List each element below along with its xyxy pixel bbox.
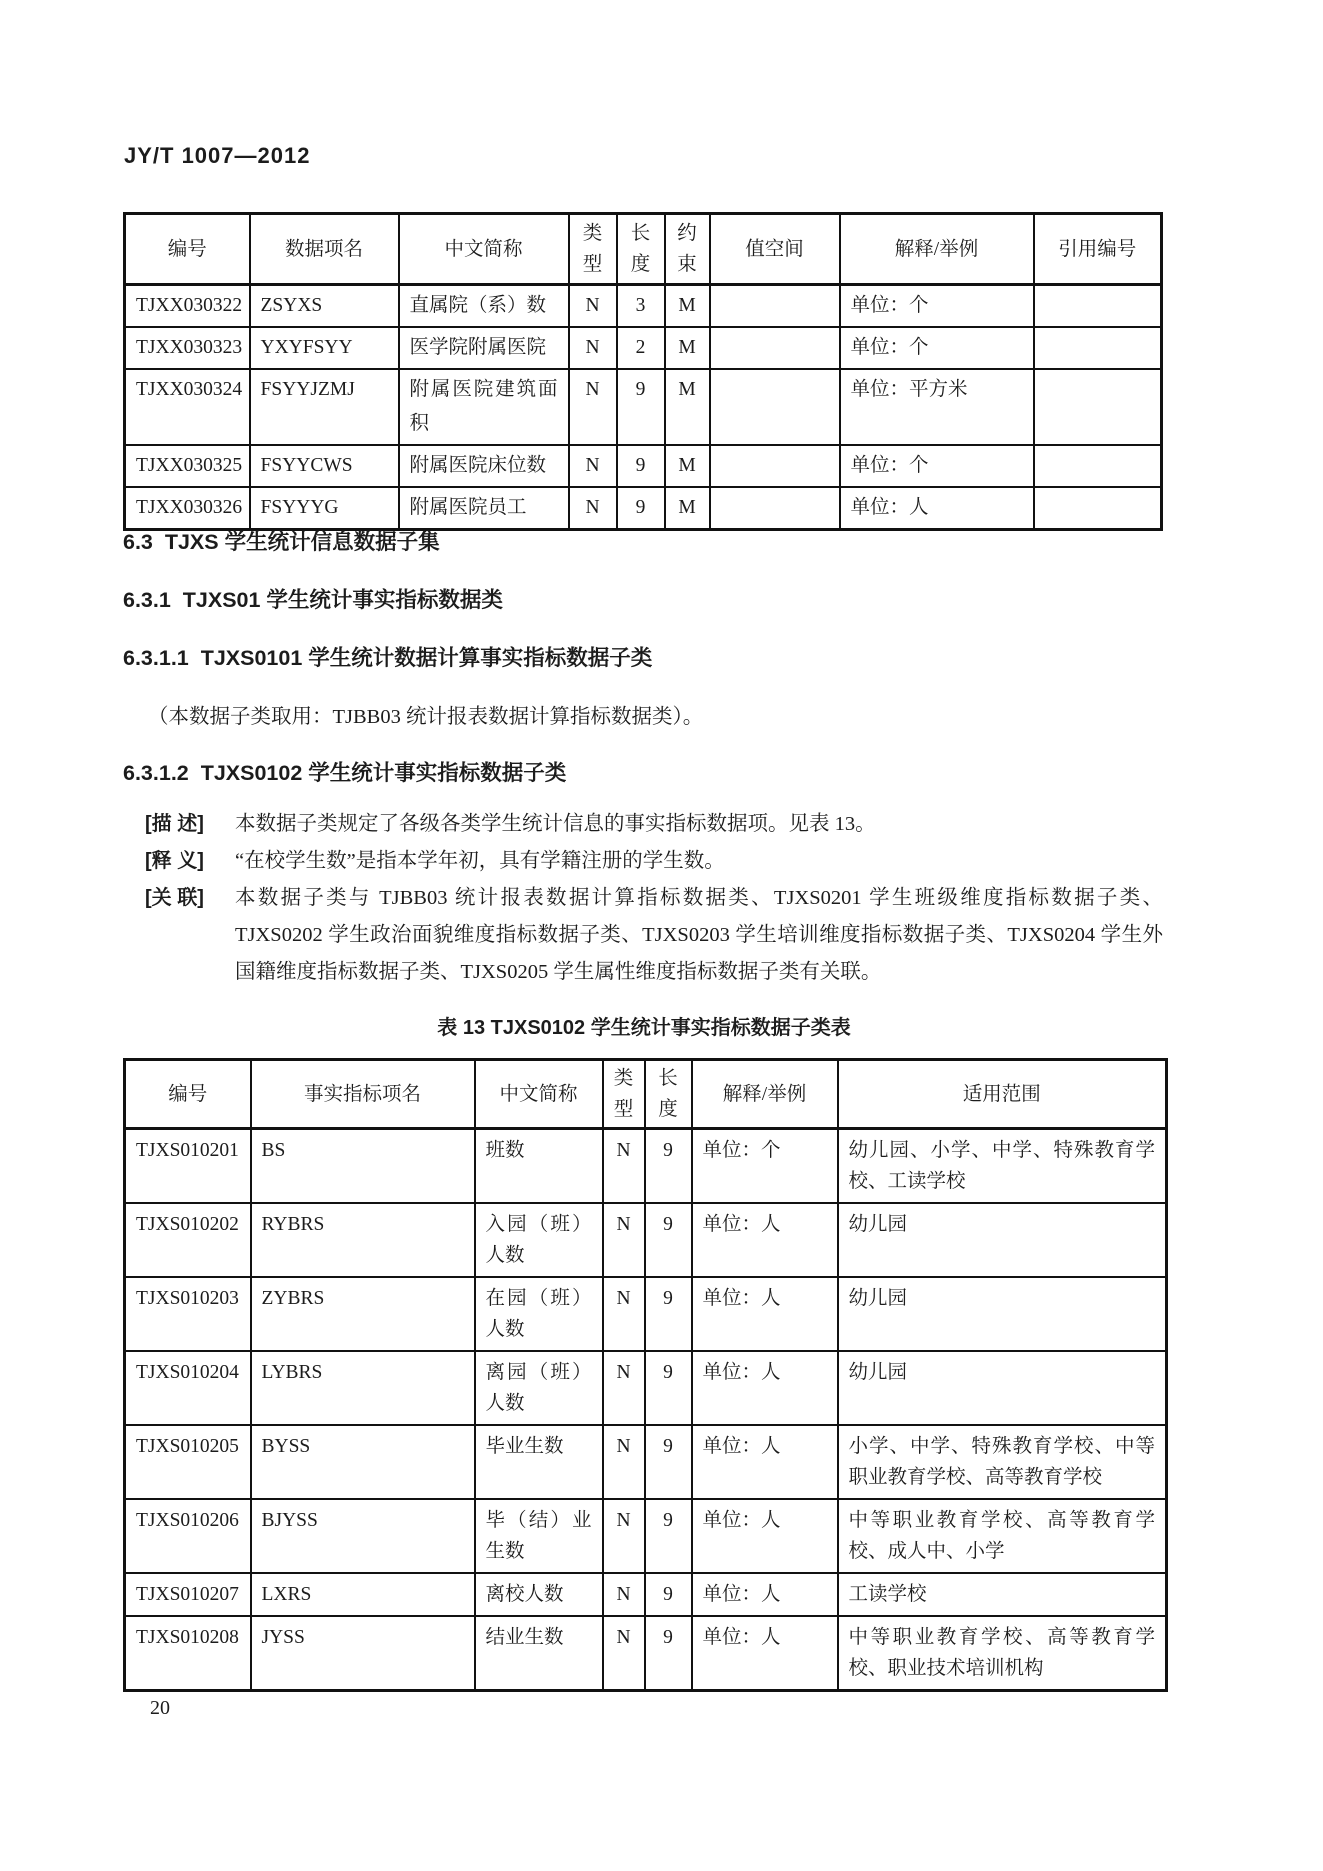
table-cell: LYBRS [251,1351,475,1425]
table-cell [1034,487,1162,530]
table-cell: N [603,1425,645,1499]
col-header-type: 类型 [603,1060,645,1129]
table-cell: LXRS [251,1573,475,1616]
col-header-length: 长度 [617,214,665,285]
col-header-id: 编号 [125,1060,251,1129]
table-cell: 幼儿园 [838,1203,1167,1277]
table-cell: 9 [645,1129,692,1204]
item-label: [描 述] [145,813,204,835]
table-cell: 毕业生数 [475,1425,603,1499]
table-cell: 3 [617,285,665,328]
table-cell: 医学院附属医院 [399,327,569,369]
item-text: 本数据子类规定了各级各类学生统计信息的事实指标数据项。见表 13。 [235,813,876,835]
table-cell: 附属医院床位数 [399,445,569,487]
table-row [125,1203,1167,1277]
table-cell: 结业生数 [475,1616,603,1691]
table-cell: YXYFSYY [250,327,399,369]
doc-code: JY/T 1007—2012 [124,143,311,168]
page-number: 20 [150,1697,170,1719]
table-cell [1034,369,1162,445]
table13-caption: 表 13 TJXS0102 学生统计事实指标数据子类表 [437,1017,851,1039]
table-cell: BS [251,1129,475,1204]
table-cell [710,487,840,530]
table-cell [710,369,840,445]
table-cell: 入园（班）人数 [475,1203,603,1277]
table-cell: 单位：人 [692,1351,838,1425]
table-cell: 幼儿园 [838,1277,1167,1351]
table-cell: TJXX030324 [125,369,250,445]
table-header-row [125,1060,1167,1129]
meaning-item [145,843,1163,880]
col-header-cn-name: 中文简称 [399,214,569,285]
table-row [125,327,1162,369]
paragraph-6-3-1-1: （本数据子类取用：TJBB03 统计报表数据计算指标数据类）。 [148,706,704,728]
table-cell: RYBRS [251,1203,475,1277]
col-header-cn-name: 中文简称 [475,1060,603,1129]
table-cell: 单位：人 [692,1203,838,1277]
table-cell [1034,285,1162,328]
table-cell: N [603,1351,645,1425]
table-cell: ZSYXS [250,285,399,328]
table-cell: TJXS010205 [125,1425,251,1499]
table-cell: 单位：个 [840,285,1034,328]
table-row [125,1129,1167,1204]
table-cell: TJXX030325 [125,445,250,487]
table-cell: 单位：人 [692,1425,838,1499]
col-header-type: 类型 [569,214,617,285]
item-label: [释 义] [145,850,204,872]
table-cell: 9 [645,1351,692,1425]
table-cell: TJXS010203 [125,1277,251,1351]
table-cell: N [569,285,617,328]
table-cell: 附属医院员工 [399,487,569,530]
table-cell: 小学、中学、特殊教育学校、中等职业教育学校、高等教育学校 [838,1425,1167,1499]
table-row [125,445,1162,487]
table-cell: 9 [645,1425,692,1499]
table-cell: 9 [645,1203,692,1277]
table-cell [1034,327,1162,369]
table-cell: N [569,445,617,487]
table-cell: 单位：人 [692,1616,838,1691]
table-cell: TJXX030322 [125,285,250,328]
table-cell: 单位：人 [692,1573,838,1616]
heading-6-3: 6.3 TJXS 学生统计信息数据子集 [123,530,440,554]
table-row [125,487,1162,530]
table-cell: TJXS010207 [125,1573,251,1616]
table-cell: 9 [645,1499,692,1573]
table-cell: 中等职业教育学校、高等教育学校、职业技术培训机构 [838,1616,1167,1691]
table-cell: 幼儿园、小学、中学、特殊教育学校、工读学校 [838,1129,1167,1204]
table-cell: 2 [617,327,665,369]
table-cell: FSYYJZMJ [250,369,399,445]
item-label: [关 联] [145,887,204,909]
bracket-item-list [145,806,1163,991]
col-header-explain: 解释/举例 [692,1060,838,1129]
table-cell: M [665,369,710,445]
col-header-value-space: 值空间 [710,214,840,285]
table-cell: TJXS010204 [125,1351,251,1425]
table-cell: 工读学校 [838,1573,1167,1616]
table-cell: N [603,1573,645,1616]
table-row [125,285,1162,328]
table-cell: 9 [645,1277,692,1351]
table-row [125,1499,1167,1573]
table-cell: N [603,1499,645,1573]
table-cell: 9 [645,1616,692,1691]
table-row [125,1573,1167,1616]
table-cell: 幼儿园 [838,1351,1167,1425]
col-header-id: 编号 [125,214,250,285]
table-cell: N [569,327,617,369]
heading-6-3-1-2: 6.3.1.2 TJXS0102 学生统计事实指标数据子类 [123,761,567,785]
table-cell: 离园（班）人数 [475,1351,603,1425]
data-item-table [123,212,1160,531]
table-cell: 单位：个 [692,1129,838,1204]
table-cell: 单位：平方米 [840,369,1034,445]
table-cell [710,445,840,487]
table-cell: M [665,487,710,530]
table-cell: JYSS [251,1616,475,1691]
table-cell: 9 [617,369,665,445]
table-cell: TJXX030323 [125,327,250,369]
table-cell: TJXS010208 [125,1616,251,1691]
table-cell: TJXS010202 [125,1203,251,1277]
table-cell: M [665,445,710,487]
table-cell [710,285,840,328]
col-header-length: 长度 [645,1060,692,1129]
table-cell: N [603,1129,645,1204]
table-cell: 附属医院建筑面积 [399,369,569,445]
table-cell: 单位：个 [840,445,1034,487]
item-text: 本数据子类与 TJBB03 统计报表数据计算指标数据类、TJXS0201 学生班级维度指标数据子类、TJXS0202 学生政治面貌维度指标数据子类、TJXS0203 学生培训维度指标数据子类、TJXS0204 学生外国籍维度指标数据子类、TJXS0205 学生属性维度指标数据子类有关联。 [235,887,1163,983]
table-cell: M [665,285,710,328]
table-cell: 9 [617,445,665,487]
table-cell: ZYBRS [251,1277,475,1351]
table-cell: N [603,1277,645,1351]
col-header-constraint: 约束 [665,214,710,285]
table-row [125,1425,1167,1499]
table-cell: BJYSS [251,1499,475,1573]
table-cell: N [569,487,617,530]
table-cell [1034,445,1162,487]
item-text: “在校学生数”是指本学年初，具有学籍注册的学生数。 [235,850,725,872]
table-cell: 9 [645,1573,692,1616]
table-cell: 单位：人 [692,1277,838,1351]
table-cell: N [603,1203,645,1277]
col-header-item-name: 数据项名 [250,214,399,285]
fact-indicator-table [123,1058,1165,1692]
heading-6-3-1-1: 6.3.1.1 TJXS0101 学生统计数据计算事实指标数据子类 [123,646,653,670]
heading-6-3-1: 6.3.1 TJXS01 学生统计事实指标数据类 [123,588,503,612]
table-cell: M [665,327,710,369]
col-header-fact-item-name: 事实指标项名 [251,1060,475,1129]
table-cell: N [569,369,617,445]
col-header-scope: 适用范围 [838,1060,1167,1129]
table-cell: 单位：人 [840,487,1034,530]
table-row [125,1277,1167,1351]
table-cell: FSYYYG [250,487,399,530]
table-cell: 直属院（系）数 [399,285,569,328]
table-cell: TJXS010201 [125,1129,251,1204]
table-cell: BYSS [251,1425,475,1499]
table-cell: 中等职业教育学校、高等教育学校、成人中、小学 [838,1499,1167,1573]
table-cell: 毕（结）业生数 [475,1499,603,1573]
table-cell: 单位：人 [692,1499,838,1573]
table-cell [710,327,840,369]
table-cell: 单位：个 [840,327,1034,369]
table-cell: TJXX030326 [125,487,250,530]
relation-item [145,880,1163,991]
table-cell: FSYYCWS [250,445,399,487]
table-row [125,369,1162,445]
table-row [125,1351,1167,1425]
table-cell: TJXS010206 [125,1499,251,1573]
table-row [125,1616,1167,1691]
table-cell: 在园（班）人数 [475,1277,603,1351]
description-item [145,806,1163,843]
table-cell: N [603,1616,645,1691]
table-cell: 离校人数 [475,1573,603,1616]
table-cell: 班数 [475,1129,603,1204]
table-header-row [125,214,1162,285]
col-header-explain: 解释/举例 [840,214,1034,285]
table-cell: 9 [617,487,665,530]
col-header-ref-id: 引用编号 [1034,214,1162,285]
